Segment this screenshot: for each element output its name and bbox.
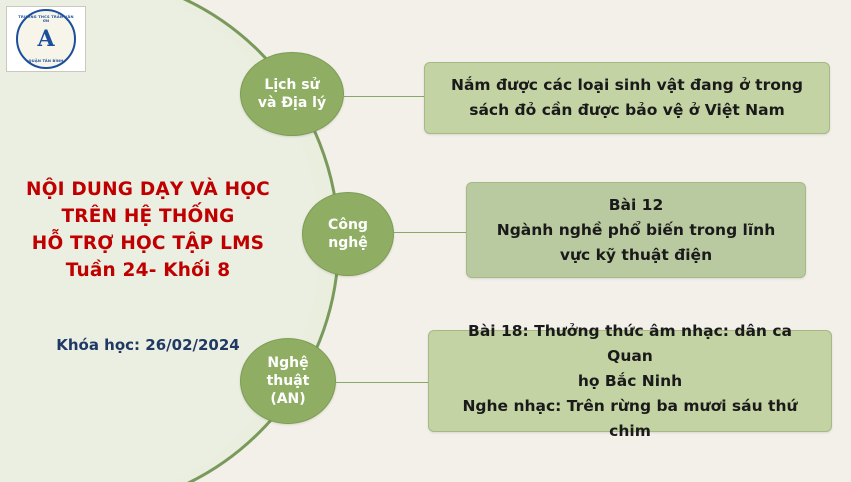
content-line: Bài 12 (608, 195, 664, 214)
course-date: Khóa học: 26/02/2024 (56, 336, 240, 354)
node-label-line: và Địa lý (257, 95, 327, 111)
content-line: họ Bắc Ninh (577, 371, 683, 390)
logo-ring-text-bottom: QUẬN TÂN BÌNH (28, 59, 64, 63)
title-line-1: NỘI DUNG DẠY VÀ HỌC (26, 179, 270, 200)
title-line-3: HỖ TRỢ HỌC TẬP LMS (31, 233, 265, 254)
title-line-4: Tuần 24- Khối 8 (65, 260, 231, 281)
content-line: Nắm được các loại sinh vật đang ở trong (450, 76, 804, 94)
school-logo (6, 6, 86, 72)
content-line: sách đỏ cần được bảo vệ ở Việt Nam (469, 101, 785, 119)
node-lich-su-va-dia-ly[interactable] (240, 52, 344, 136)
content-line: Nghe nhạc: Trên rừng ba mươi sáu thứ chim (462, 396, 798, 440)
node-label-line: thuật (266, 373, 310, 389)
node-cong-nghe[interactable] (302, 192, 394, 276)
logo-mark: A (37, 26, 55, 52)
node-label-line: Lịch sử (264, 77, 320, 93)
content-box-lich-su-va-dia-ly[interactable] (424, 62, 830, 134)
connector-line-2 (394, 232, 468, 233)
logo-circle (16, 9, 76, 69)
content-line: vực kỹ thuật điện (559, 245, 713, 264)
page-title (8, 176, 288, 284)
content-line: Bài 18: Thưởng thức âm nhạc: dân ca Quan (468, 321, 792, 365)
node-nghe-thuat-an[interactable] (240, 338, 336, 424)
logo-ring-text-top: TRƯỜNG THCS TRẦN VĂN ƠN (18, 15, 74, 23)
content-box-cong-nghe[interactable] (466, 182, 806, 278)
content-box-nghe-thuat-an[interactable] (428, 321, 832, 440)
node-label-line: Nghệ (267, 355, 309, 371)
connector-line-1 (344, 96, 426, 97)
node-label-line: nghệ (328, 235, 368, 251)
content-line: Ngành nghề phổ biến trong lĩnh (496, 220, 776, 239)
connector-line-3 (336, 382, 430, 383)
node-label-line: Công (328, 217, 368, 233)
title-line-2: TRÊN HỆ THỐNG (61, 206, 235, 227)
node-label-line: (AN) (270, 391, 306, 407)
